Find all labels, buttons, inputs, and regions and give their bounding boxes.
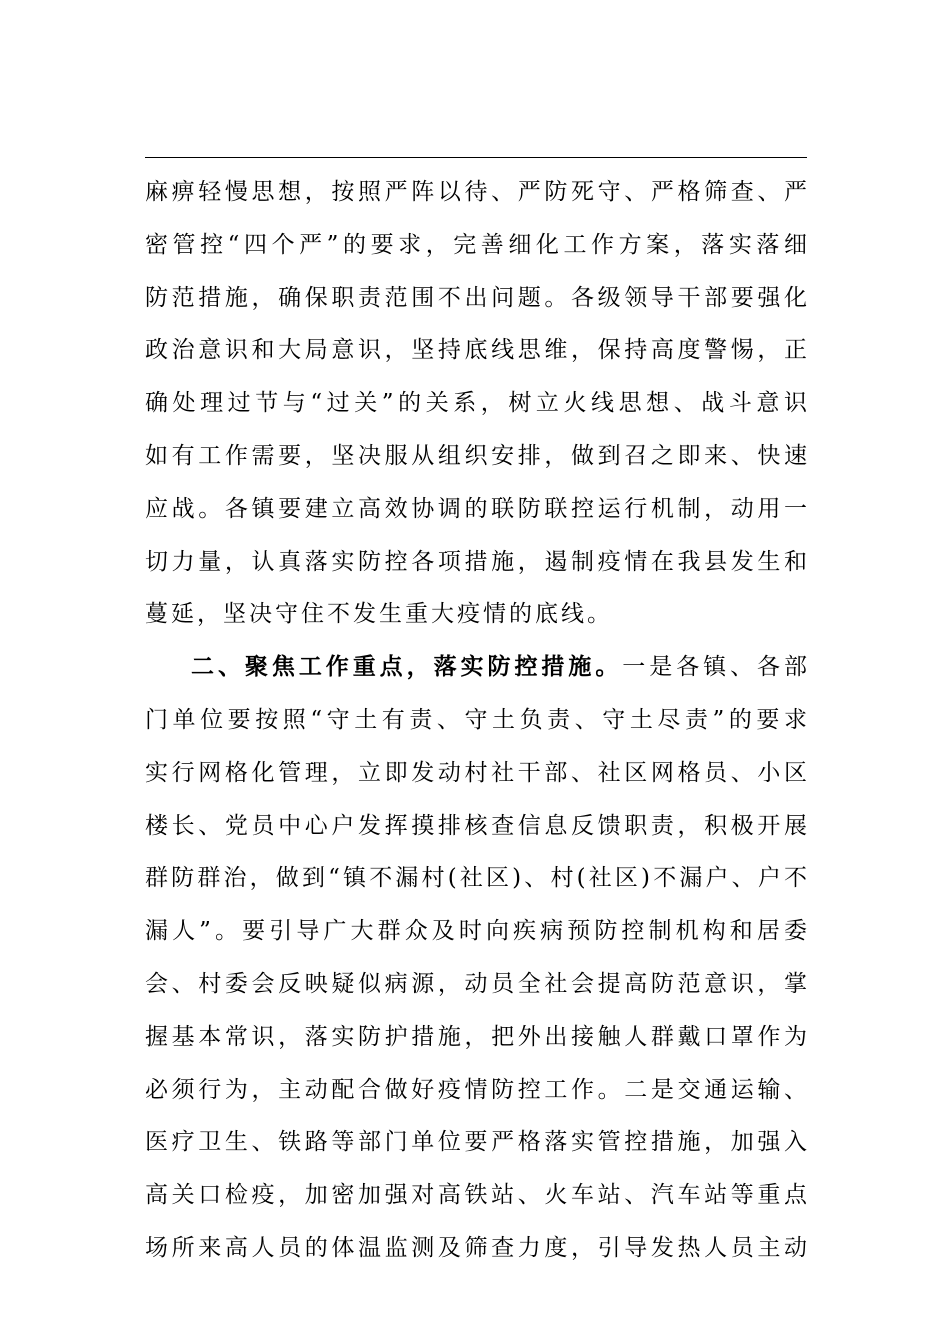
paragraph-line: 门单位要按照“守土有责、守土负责、守土尽责”的要求 <box>145 706 807 733</box>
header-rule <box>145 157 807 158</box>
paragraph-line: 高关口检疫，加密加强对高铁站、火车站、汽车站等重点 <box>145 1182 807 1209</box>
section-two-text-start: 一是各镇、各部 <box>622 654 808 681</box>
paragraph-line: 如有工作需要，坚决服从组织安排，做到召之即来、快速 <box>145 442 807 469</box>
paragraph-line: 蔓延，坚决守住不发生重大疫情的底线。 <box>145 601 613 628</box>
paragraph-line: 密管控“四个严”的要求，完善细化工作方案，落实落细 <box>145 231 807 258</box>
paragraph-line: 会、村委会反映疑似病源，动员全社会提高防范意识，掌 <box>145 970 807 997</box>
body-text <box>145 166 807 1275</box>
paragraph-line: 握基本常识，落实防护措施，把外出接触人群戴口罩作为 <box>145 1023 807 1050</box>
paragraph-line: 漏人”。要引导广大群众及时向疾病预防控制机构和居委 <box>145 918 807 945</box>
section-heading: 二、聚焦工作重点，落实防控措施。 <box>191 653 623 681</box>
paragraph-line: 医疗卫生、铁路等部门单位要严格落实管控措施，加强入 <box>145 1129 807 1156</box>
paragraph-line: 麻痹轻慢思想，按照严阵以待、严防死守、严格筛查、严 <box>145 179 807 205</box>
paragraph-line: 场所来高人员的体温监测及筛查力度，引导发热人员主动 <box>145 1234 807 1261</box>
paragraph-line: 必须行为，主动配合做好疫情防控工作。二是交通运输、 <box>145 1076 807 1103</box>
paragraph-line: 防范措施，确保职责范围不出问题。各级领导干部要强化 <box>145 284 807 311</box>
section-two-first-line <box>145 641 807 694</box>
paragraph-line: 确处理过节与“过关”的关系，树立火线思想、战斗意识 <box>145 390 807 417</box>
paragraph-line: 切力量，认真落实防控各项措施，遏制疫情在我县发生和 <box>145 548 807 575</box>
paragraph-line: 政治意识和大局意识，坚持底线思维，保持高度警惕，正 <box>145 337 807 364</box>
paragraph-line: 楼长、党员中心户发挥摸排核查信息反馈职责，积极开展 <box>145 812 807 839</box>
paragraph-line: 群防群治，做到“镇不漏村(社区)、村(社区)不漏户、户不 <box>145 865 807 892</box>
paragraph-line: 实行网格化管理，立即发动村社干部、社区网格员、小区 <box>145 759 807 786</box>
paragraph-line: 应战。各镇要建立高效协调的联防联控运行机制，动用一 <box>145 495 807 522</box>
